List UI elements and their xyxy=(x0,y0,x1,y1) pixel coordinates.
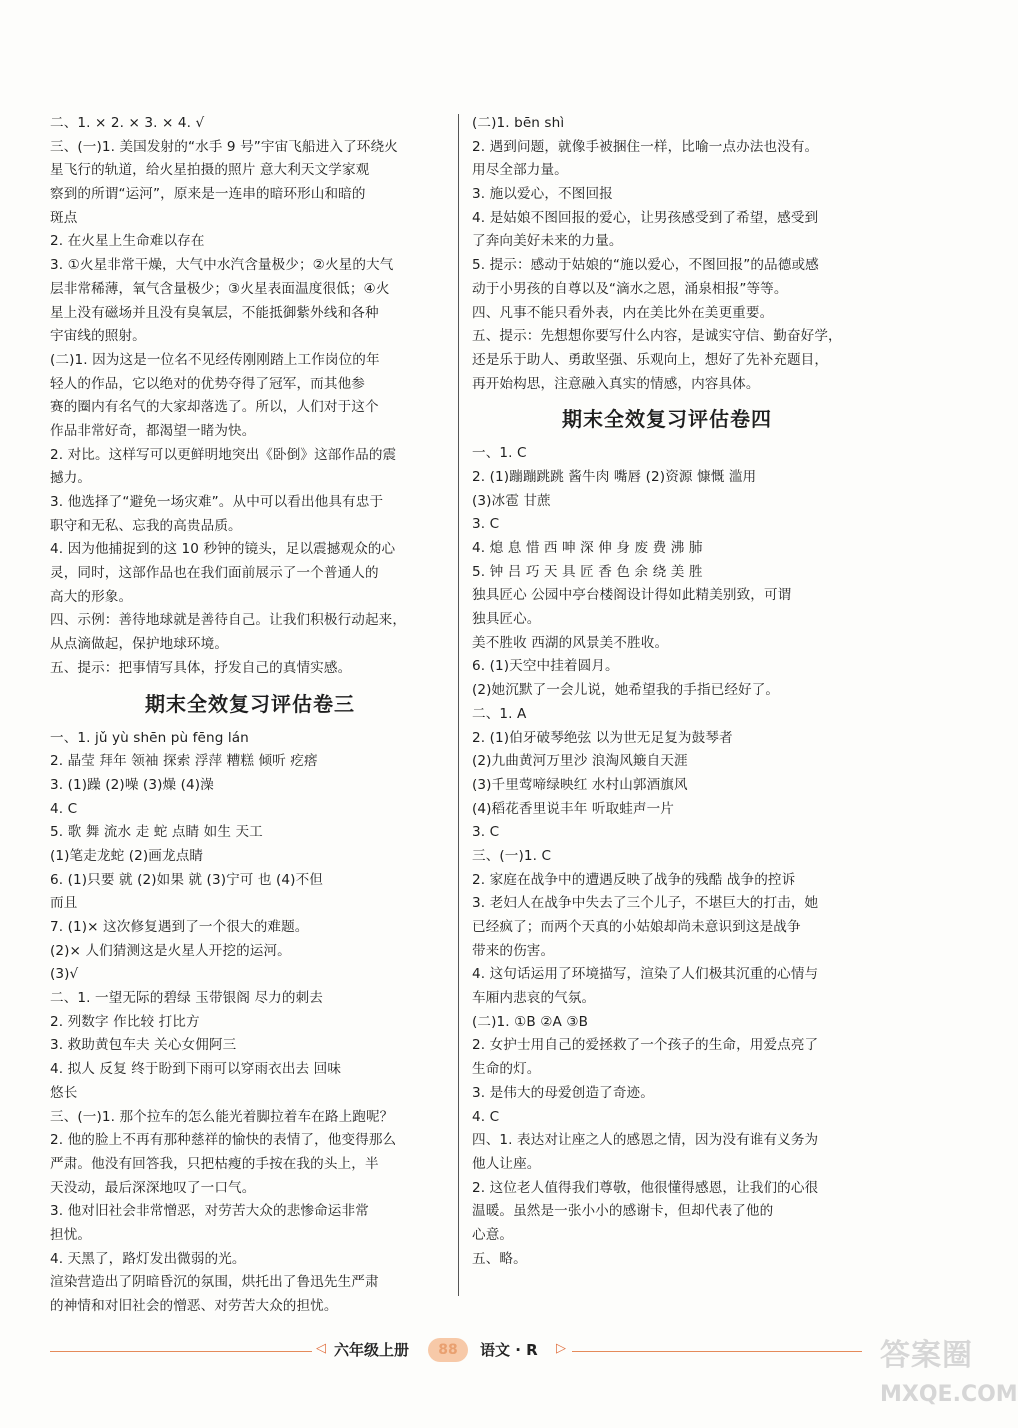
answer-line: 2. (1)伯牙破琴绝弦 以为世无足复为鼓琴者 xyxy=(472,729,733,746)
answer-line: 3. ①火星非常干燥，大气中水汽含量极少；②火星的大气 xyxy=(50,257,394,274)
answer-line: 2. 在火星上生命难以存在 xyxy=(50,233,205,250)
answer-line: 4. 因为他捕捉到的这 10 秒钟的镜头，足以震撼观众的心 xyxy=(50,541,396,558)
answer-line: 3. 施以爱心，不图回报 xyxy=(472,186,613,203)
answer-line: 2. 列数字 作比较 打比方 xyxy=(50,1013,200,1030)
right-arrow-icon: ▷ xyxy=(556,1341,566,1356)
answer-line: 五、提示：把事情写具体，抒发自己的真情实感。 xyxy=(50,659,352,676)
answer-line: 独具匠心。 xyxy=(472,611,541,628)
answer-line: 动于小男孩的自尊以及“滴水之恩，涌泉相报”等等。 xyxy=(472,280,788,297)
answer-line: (3)冰雹 甘蔗 xyxy=(472,492,551,509)
answer-line: 职守和无私、忘我的高贵品质。 xyxy=(50,517,242,534)
answer-line: 从点滴做起，保护地球环境。 xyxy=(50,636,229,653)
answer-line: 星上没有磁场并且没有臭氧层，不能抵御紫外线和各种 xyxy=(50,304,379,321)
answer-line: 而且 xyxy=(50,895,78,912)
answer-line: 5. 钟 吕 巧 天 具 匠 香 色 余 绕 美 胜 xyxy=(472,563,703,580)
answer-line: 高大的形象。 xyxy=(50,588,133,605)
watermark-logo xyxy=(880,1330,1018,1422)
answer-line: 五、提示：先想想你要写什么内容，是诚实守信、勤奋好学， xyxy=(472,328,842,345)
page-number: 88 xyxy=(428,1338,468,1362)
answer-line: 3. 他对旧社会非常憎恶，对劳苦大众的悲惨命运非常 xyxy=(50,1203,369,1220)
answer-line: 撼力。 xyxy=(50,470,92,487)
answer-line: 一、1. C xyxy=(472,445,527,462)
answer-line: 4. 天黑了，路灯发出微弱的光。 xyxy=(50,1250,246,1267)
answer-line: 灵，同时，这部作品也在我们面前展示了一个普通人的 xyxy=(50,565,379,582)
answer-line: 三、(一)1. C xyxy=(472,847,552,864)
answer-line: 3. (1)躁 (2)噪 (3)燥 (4)澡 xyxy=(50,776,214,793)
answer-line: 悠长 xyxy=(50,1084,78,1101)
answer-line: 天没动，最后深深地叹了一口气。 xyxy=(50,1179,256,1196)
answer-line: 车厢内悲哀的气氛。 xyxy=(472,990,596,1007)
answer-line: 三、(一)1. 那个拉车的怎么能光着脚拉着车在路上跑呢？ xyxy=(50,1108,394,1125)
answer-line: 3. C xyxy=(472,824,500,841)
answer-line: (二)1. ①B ②A ③B xyxy=(472,1013,589,1030)
answer-line: 2. 这位老人值得我们尊敬，他很懂得感恩，让我们的心很 xyxy=(472,1179,819,1196)
answer-line: 4. 熄 息 惜 西 呻 深 伸 身 废 费 沸 肺 xyxy=(472,540,703,556)
answer-line: 温暖。虽然是一张小小的感谢卡，但却代表了他的 xyxy=(472,1203,774,1220)
answer-line: 7. (1)× 这次修复遇到了一个很大的难题。 xyxy=(50,919,309,935)
answer-line: 5. 提示：感动于姑娘的“施以爱心，不图回报”的品德或感 xyxy=(472,257,819,274)
right-column xyxy=(472,112,862,1271)
answer-line: (二)1. 因为这是一位名不见经传刚刚踏上工作岗位的年 xyxy=(50,351,380,368)
answer-line: 作品非常好奇，都渴望一睹为快。 xyxy=(50,422,256,439)
answer-line: 四、1. 表达对让座之人的感恩之情，因为没有谁有义务为 xyxy=(472,1132,819,1149)
answer-line: 再开始构思，注意融入真实的情感，内容具体。 xyxy=(472,375,760,392)
answer-line: 四、示例：善待地球就是善待自己。让我们积极行动起来， xyxy=(50,612,407,629)
answer-line: 四、凡事不能只看外表，内在美比外在美更重要。 xyxy=(472,304,774,321)
answer-line: 还是乐于助人、勇敢坚强、乐观向上，想好了先补充题目， xyxy=(472,351,829,368)
answer-line: 2. 晶莹 拜年 领袖 探索 浮萍 糟糕 倾听 疙瘩 xyxy=(50,753,318,770)
answer-line: 3. 他选择了“避免一场灾难”。从中可以看出他具有忠于 xyxy=(50,494,384,510)
footer-rule-left xyxy=(50,1351,312,1352)
left-arrow-icon: ◁ xyxy=(316,1341,326,1356)
answer-line: 心意。 xyxy=(472,1226,514,1243)
watermark-chars: 答案圈 xyxy=(880,1338,973,1373)
section-heading: 期末全效复习评估卷三 xyxy=(145,691,355,716)
answer-line: 轻人的作品，它以绝对的优势夺得了冠军，而其他参 xyxy=(50,375,365,392)
answer-line: 4. 这句话运用了环境描写，渲染了人们极其沉重的心情与 xyxy=(472,966,819,983)
answer-line: 3. 救助黄包车夫 关心女佣阿三 xyxy=(50,1037,237,1054)
answer-line: 5. 歌 舞 流水 走 蛇 点睛 如生 天工 xyxy=(50,824,263,841)
answer-line: 4. C xyxy=(472,1108,500,1125)
answer-line: (3)千里莺啼绿映红 水村山郭酒旗风 xyxy=(472,776,688,793)
answer-line: 宇宙线的照射。 xyxy=(50,328,146,345)
answer-line: 4. 是姑娘不图回报的爱心，让男孩感受到了希望，感受到 xyxy=(472,209,819,226)
answer-line: 3. 是伟大的母爱创造了奇迹。 xyxy=(472,1084,654,1101)
answer-line: 了奔向美好未来的力量。 xyxy=(472,233,623,250)
answer-line: 2. 家庭在战争中的遭遇反映了战争的残酷 战争的控诉 xyxy=(472,871,796,888)
answer-line: 独具匠心 公园中亭台楼阁设计得如此精美别致，可谓 xyxy=(472,587,792,604)
answer-line: (4)稻花香里说丰年 听取蛙声一片 xyxy=(472,800,674,817)
answer-line: 渲染营造出了阴暗昏沉的氛围，烘托出了鲁迅先生严肃 xyxy=(50,1274,379,1291)
answer-line: 6. (1)只要 就 (2)如果 就 (3)宁可 也 (4)不但 xyxy=(50,871,323,888)
answer-line: 6. (1)天空中挂着圆月。 xyxy=(472,658,619,675)
answer-line: 五、略。 xyxy=(472,1250,527,1267)
answer-line: (3)√ xyxy=(50,966,79,983)
answer-line: 4. C xyxy=(50,800,78,817)
subject-label: 语文 · R xyxy=(480,1341,538,1359)
answer-line: 层非常稀薄，氧气含量极少；③火星表面温度很低；④火 xyxy=(50,280,390,297)
answer-line: 2. 他的脸上不再有那种慈祥的愉快的表情了，他变得那么 xyxy=(50,1132,397,1149)
left-column xyxy=(50,112,450,1319)
answer-line: (二)1. bēn shì xyxy=(472,115,565,131)
answer-line: 三、(一)1. 美国发射的“水手 9 号”宇宙飞船进入了环绕火 xyxy=(50,138,398,155)
answer-line: 斑点 xyxy=(50,209,78,226)
answer-line: 二、1. × 2. × 3. × 4. √ xyxy=(50,115,205,131)
answer-line: (2)× 人们猜测这是火星人开挖的运河。 xyxy=(50,942,291,959)
answer-line: 2. (1)蹦蹦跳跳 酱牛肉 嘴唇 (2)资源 慷慨 滥用 xyxy=(472,468,757,485)
answer-line: 2. 对比。这样写可以更鲜明地突出《卧倒》这部作品的震 xyxy=(50,446,397,463)
grade-label: 六年级上册 xyxy=(334,1341,410,1359)
answer-line: 他人让座。 xyxy=(472,1155,541,1172)
answer-line: 带来的伤害。 xyxy=(472,942,555,959)
answer-line: 赛的圈内有名气的大家却落选了。所以，人们对于这个 xyxy=(50,399,379,416)
answer-line: (2)九曲黄河万里沙 浪淘风簸自天涯 xyxy=(472,753,688,770)
answer-line: 已经疯了；而两个天真的小姑娘却尚未意识到这是战争 xyxy=(472,919,801,935)
answer-line: 生命的灯。 xyxy=(472,1061,541,1078)
answer-line: 严肃。他没有回答我，只把枯瘦的手按在我的头上，半 xyxy=(50,1155,379,1172)
footer-rule-right xyxy=(572,1351,862,1352)
answer-line: 一、1. jǔ yù shēn pù fēng lán xyxy=(50,729,249,746)
answer-line: (2)她沉默了一会儿说，她希望我的手指已经好了。 xyxy=(472,682,780,699)
section-heading: 期末全效复习评估卷四 xyxy=(562,407,772,432)
answer-line: 2. 女护士用自己的爱拯救了一个孩子的生命，用爱点亮了 xyxy=(472,1037,819,1054)
watermark-url: MXQE.COM xyxy=(880,1382,1018,1407)
answer-line: 担忧。 xyxy=(50,1226,92,1243)
answer-line: 二、1. 一望无际的碧绿 玉带银阁 尽力的刺去 xyxy=(50,990,323,1007)
answer-line: 3. C xyxy=(472,516,500,533)
answer-line: (1)笔走龙蛇 (2)画龙点睛 xyxy=(50,847,204,864)
answer-line: 2. 遇到问题，就像手被捆住一样，比喻一点办法也没有。 xyxy=(472,138,819,155)
answer-line: 的神情和对旧社会的憎恶、对劳苦大众的担忧。 xyxy=(50,1298,338,1314)
answer-line: 用尽全部力量。 xyxy=(472,162,568,179)
page-footer xyxy=(0,1336,1000,1366)
answer-line: 察到的所谓“运河”，原来是一连串的暗环形山和暗的 xyxy=(50,186,366,203)
answer-line: 3. 老妇人在战争中失去了三个儿子，不堪巨大的打击，她 xyxy=(472,895,819,912)
answer-line: 4. 拟人 反复 终于盼到下雨可以穿雨衣出去 回味 xyxy=(50,1061,342,1078)
column-divider xyxy=(458,114,459,1296)
answer-line: 星飞行的轨道，给火星拍摄的照片 意大利天文学家观 xyxy=(50,162,370,179)
answer-line: 美不胜收 西湖的风景美不胜收。 xyxy=(472,634,669,651)
answer-line: 二、1. A xyxy=(472,705,527,722)
